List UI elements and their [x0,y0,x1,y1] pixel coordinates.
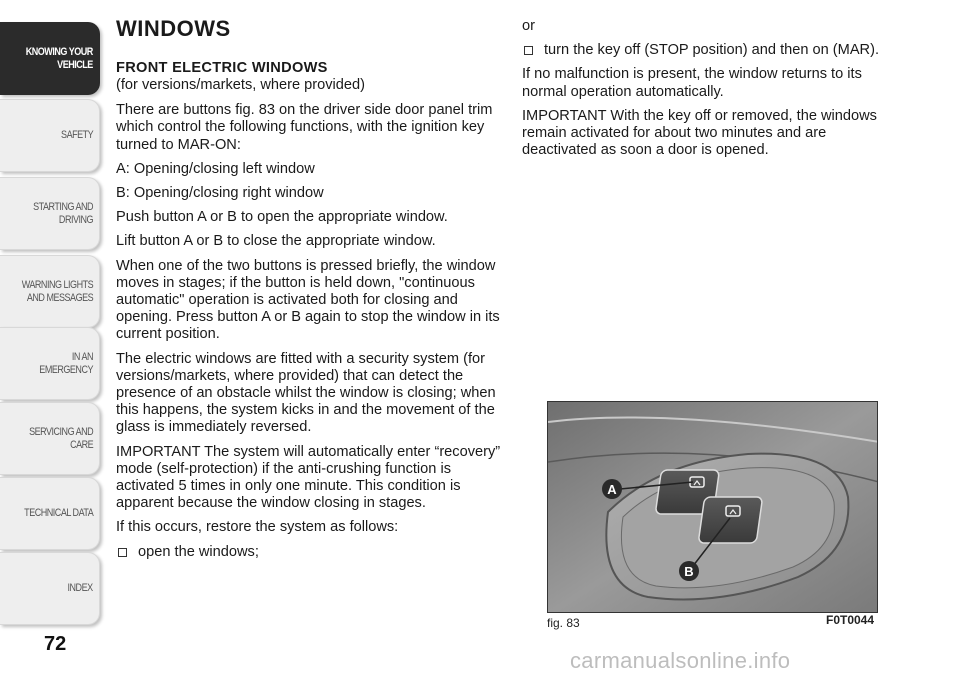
figure-caption: fig. 83 [547,616,580,630]
paragraph: The electric windows are fitted with a security system (for versions/markets, where provided) that can detect the presence of an obstacle whilst the window is closing; when this happens, the system kicks in and the movement of the glass is immediately reversed. [116,350,496,436]
important-note: IMPORTANT With the key off or removed, the windows remain activated for about two minutes and are deactivated as soon a door is opened. [522,107,877,159]
paragraph: If no malfunction is present, the window returns to its normal operation automatically. [522,66,862,100]
paragraph: A: Opening/closing left window [116,160,315,177]
paragraph: If this occurs, restore the system as follows: [116,519,399,536]
paragraph: When one of the two buttons is pressed briefly, the window moves in stages; if the button is held down, "continuous automatic" operation is activated both for closing and opening. Press button A or B again to stop the window in its current position. [116,257,500,343]
callout-a-label: A [607,482,617,497]
tab-safety[interactable]: SAFETY [0,99,100,172]
window-switches-figure [547,401,878,613]
window-button-b [698,497,762,543]
tab-knowing-your-vehicle[interactable]: KNOWING YOUR VEHICLE [0,22,100,95]
tab-in-an-emergency[interactable]: IN AN EMERGENCY [0,327,100,400]
paragraph: B: Opening/closing right window [116,185,324,202]
tab-index[interactable]: INDEX [0,552,100,625]
watermark: carmanualsonline.info [570,648,791,673]
page-title: WINDOWS [116,16,231,41]
callout-b-label: B [684,564,694,579]
window-switches-illustration [548,402,878,613]
tab-technical-data[interactable]: TECHNICAL DATA [0,477,100,550]
paragraph: or [522,18,535,34]
checkbox-bullet-icon [524,46,533,55]
left-column [116,16,501,568]
section-note: (for versions/markets, where provided) [116,77,365,93]
section-title: FRONT ELECTRIC WINDOWS [116,60,328,76]
tab-warning-lights[interactable]: WARNING LIGHTS AND MESSAGES [0,255,100,328]
list-item: turn the key off (STOP position) and then on (MAR). [522,42,902,59]
right-column [522,18,902,166]
paragraph: Push button A or B to open the appropriate window. [116,209,448,226]
paragraph: Lift button A or B to close the appropriate window. [116,233,436,250]
paragraph: There are buttons fig. 83 on the driver side door panel trim which control the following functions, with the ignition key turned to MAR-ON: [116,102,493,153]
checkbox-bullet-icon [118,548,127,557]
tab-servicing-and-care[interactable]: SERVICING AND CARE [0,402,100,475]
important-note: IMPORTANT The system will automatically enter “recovery” mode (self-protection) if the anti-crushing function is activated 5 times in only one minute. This condition is apparent because the window closing in stages. [116,443,501,512]
list-item: open the windows; [116,544,501,561]
figure-code: F0T0044 [826,613,875,627]
page-number: 72 [44,633,67,655]
tab-starting-and-driving[interactable]: STARTING AND DRIVING [0,177,100,250]
